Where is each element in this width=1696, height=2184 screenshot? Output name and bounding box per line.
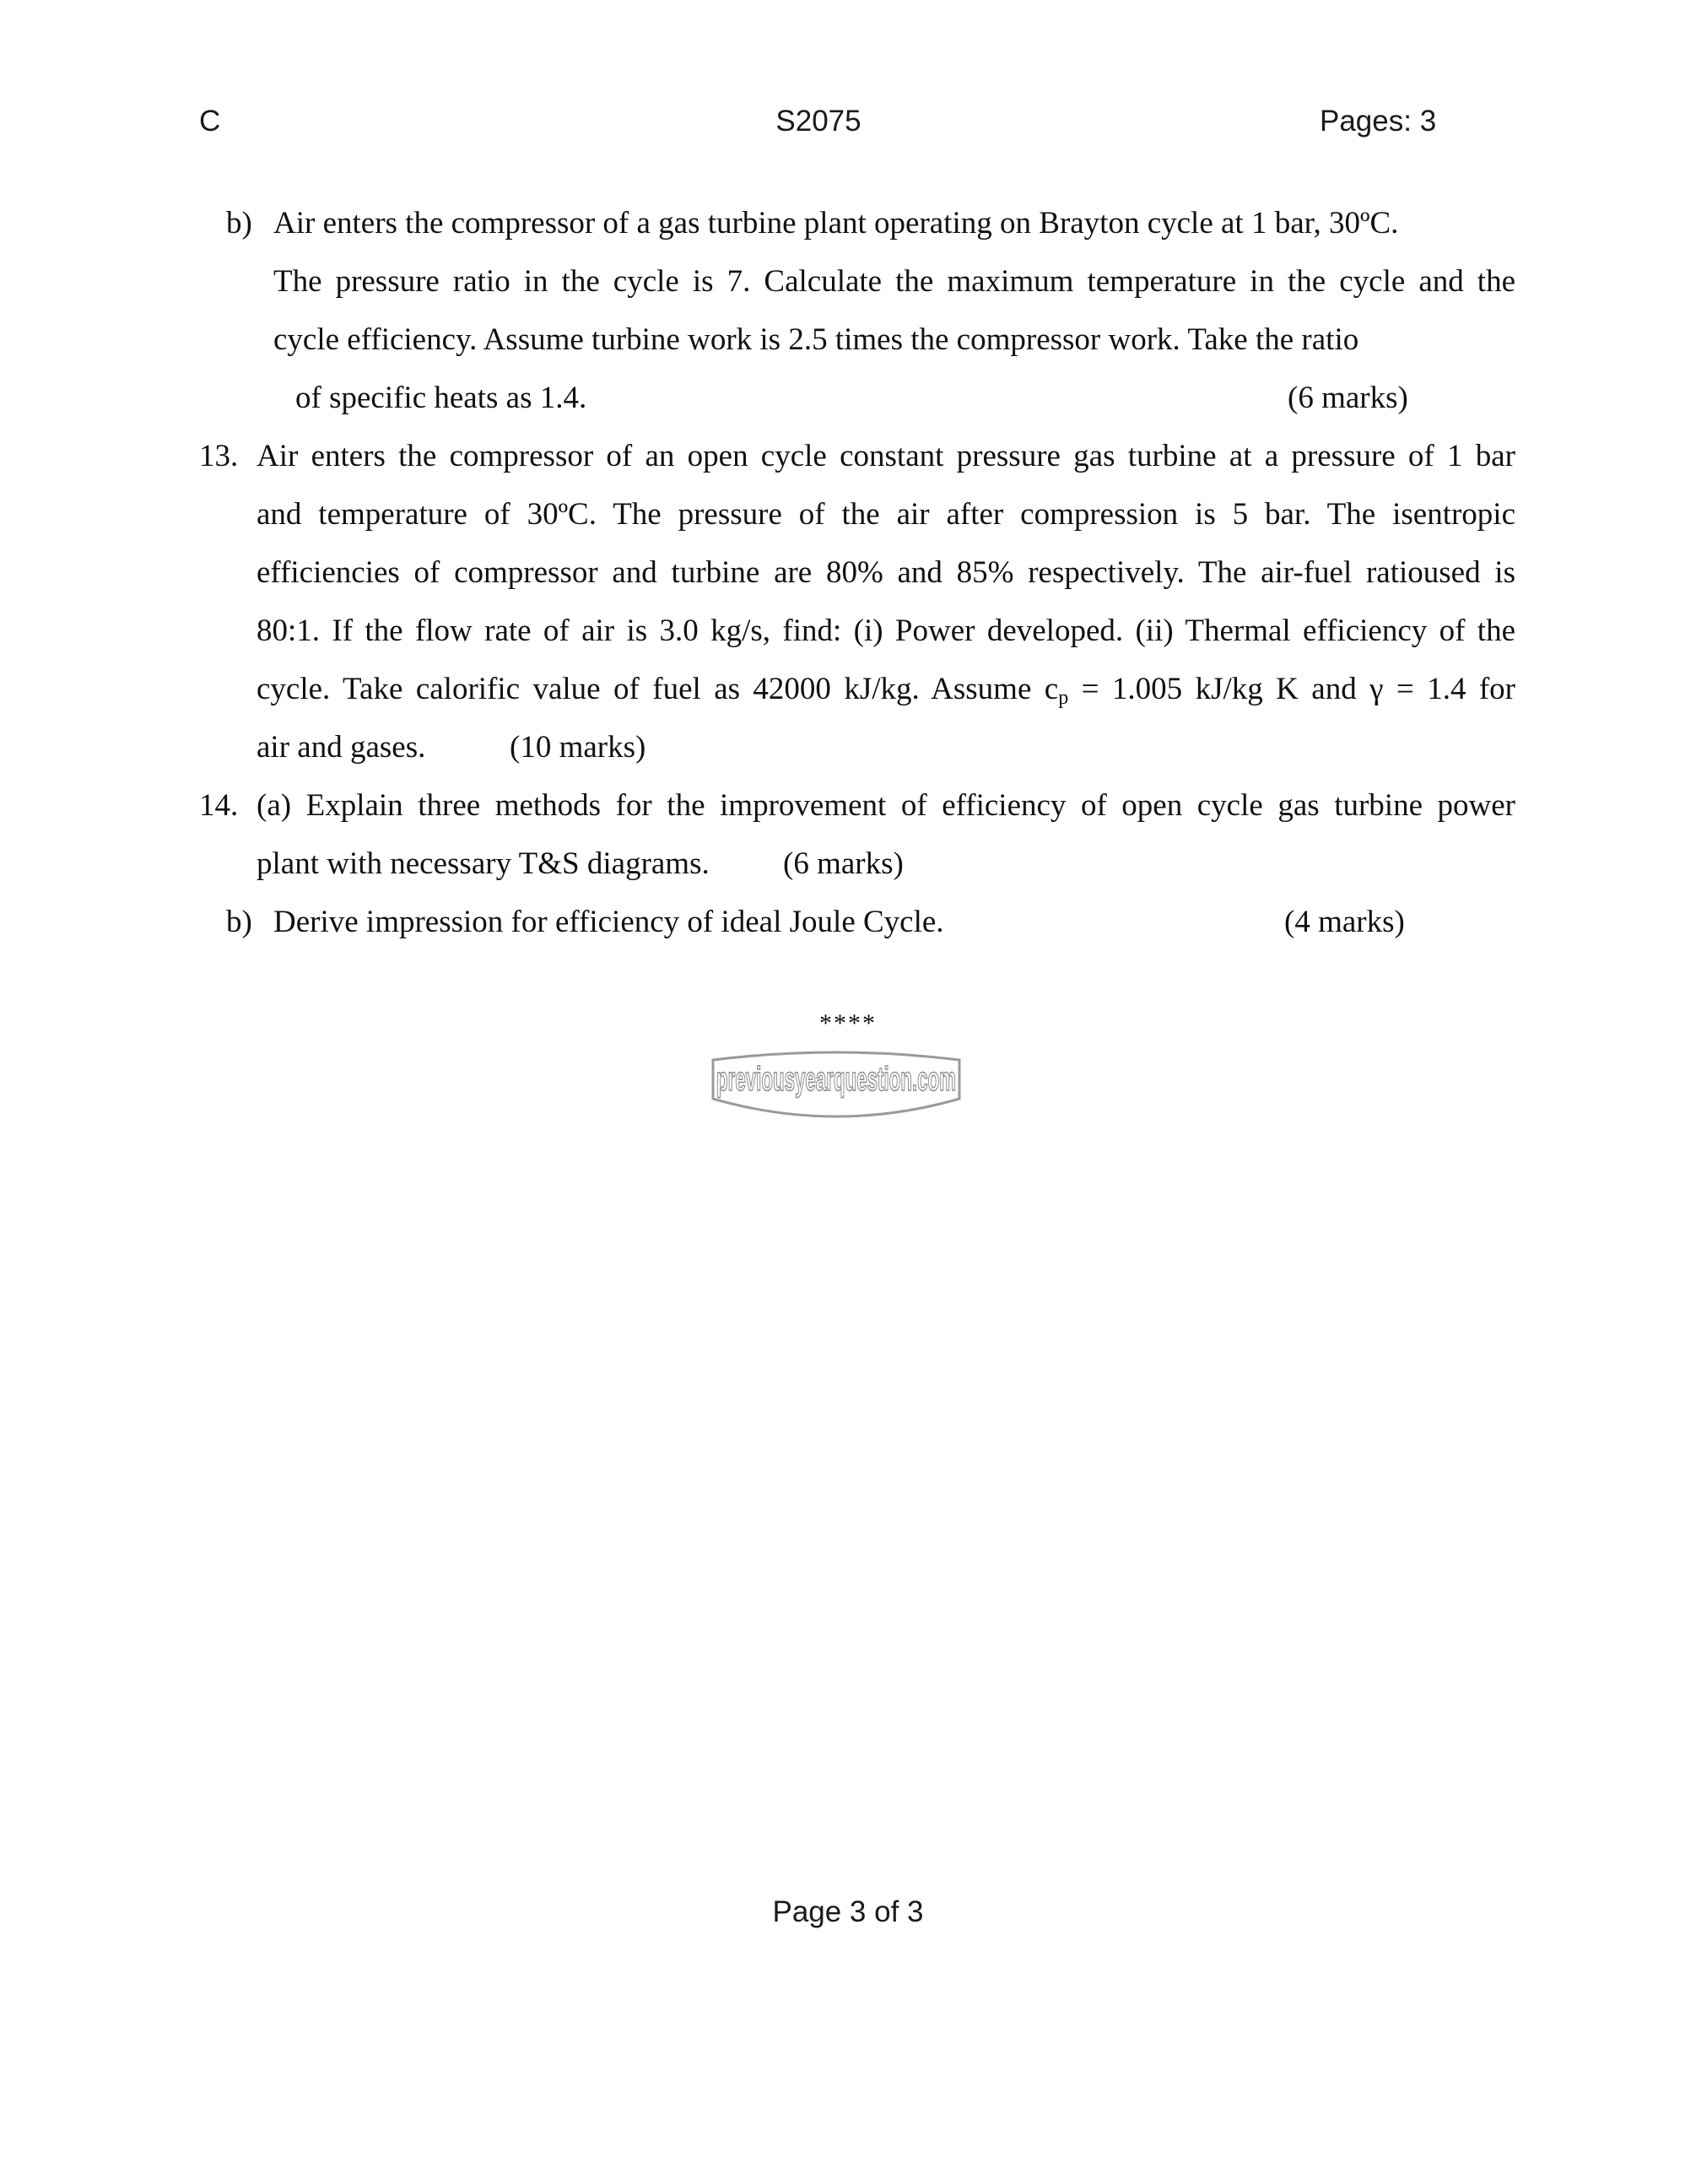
- q12b-label: b): [226, 206, 252, 241]
- q13-line-4: 80:1. If the flow rate of air is 3.0 kg/s, find: (i) Power developed. (ii) Thermal efficiency of the: [257, 614, 1515, 648]
- q13-line-6: air and gases.: [257, 730, 426, 765]
- header-paper-code: S2075: [775, 105, 862, 138]
- watermark-logo: [710, 1050, 963, 1126]
- q13-line-3: efficiencies of compressor and turbine are 80% and 85% respectively. The air-fuel ratioused is: [257, 555, 1515, 590]
- q13-marks: (10 marks): [510, 730, 646, 765]
- q14a-marks: (6 marks): [783, 846, 904, 881]
- q14b-text: Derive impression for efficiency of ideal Joule Cycle.: [273, 905, 944, 939]
- end-of-paper-mark: ****: [819, 1009, 877, 1037]
- q12b-line-3: cycle efficiency. Assume turbine work is 2.5 times the compressor work. Take the ratio: [273, 322, 1359, 357]
- q14a-line-1: (a) Explain three methods for the improvement of efficiency of open cycle gas turbine power: [257, 788, 1515, 823]
- q12b-line-1: Air enters the compressor of a gas turbine plant operating on Brayton cycle at 1 bar, 30ºC.: [273, 206, 1399, 241]
- q12b-line-2: The pressure ratio in the cycle is 7. Calculate the maximum temperature in the cycle and the: [273, 264, 1515, 299]
- q13-line-1: Air enters the compressor of an open cycle constant pressure gas turbine at a pressure of 1 bar: [257, 439, 1515, 473]
- q14b-label: b): [226, 905, 252, 939]
- q12b-marks: (6 marks): [1288, 381, 1408, 415]
- svg-text:previousyearquestion.com: previousyearquestion.com: [716, 1061, 956, 1098]
- q13-line-5: cycle. Take calorific value of fuel as 42000 kJ/kg. Assume $c_p = 1.005$ kJ/kg K and γ = 1.4 for: [257, 672, 1515, 709]
- q13-label: 13.: [199, 439, 239, 473]
- page-footer: Page 3 of 3: [772, 1895, 924, 1928]
- header-page-count: Pages: 3: [1320, 105, 1437, 138]
- q13-line-2: and temperature of 30ºC. The pressure of the air after compression is 5 bar. The isentropic: [257, 497, 1515, 532]
- q14-label: 14.: [199, 788, 239, 823]
- q14a-line-2: plant with necessary T&S diagrams.: [257, 846, 710, 881]
- q12b-line-4: of specific heats as 1.4.: [295, 381, 587, 415]
- q14b-marks: (4 marks): [1284, 905, 1405, 939]
- header-series-letter: C: [199, 105, 221, 138]
